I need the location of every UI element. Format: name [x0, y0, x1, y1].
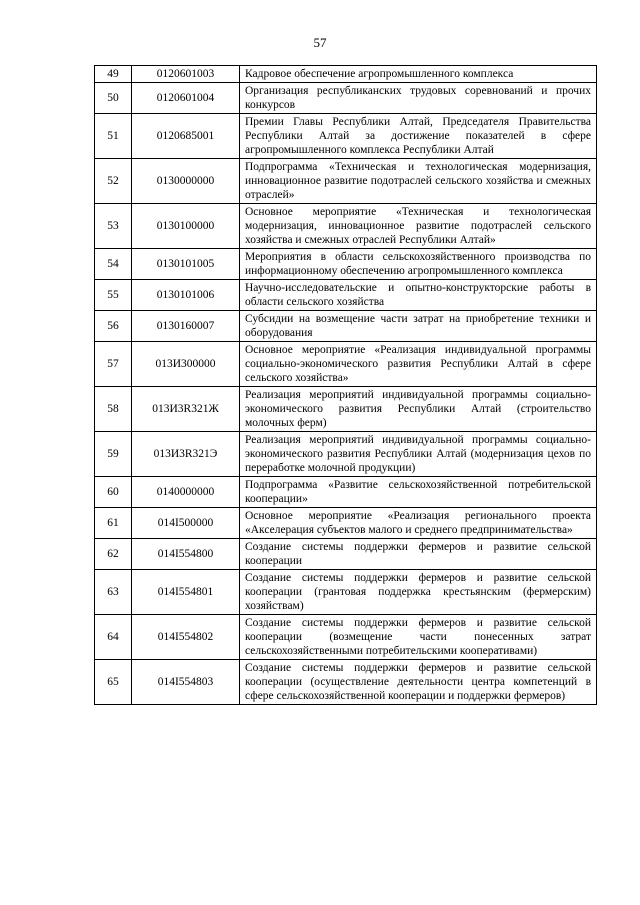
table-row [95, 159, 597, 204]
table-row [95, 387, 597, 432]
row-name-cell: Основное мероприятие «Реализация индивидуальной программы социально-экономического развития Республики Алтай в сфере сельского хозяйства» [240, 342, 597, 387]
row-code-cell: 014I554802 [132, 615, 240, 660]
row-number-cell: 59 [95, 432, 132, 477]
row-name-cell: Премии Главы Республики Алтай, Председателя Правительства Республики Алтай за достижение показателей в сфере агропромышленного комплекса Республики Алтай [240, 114, 597, 159]
table-row [95, 432, 597, 477]
page-number: 57 [313, 35, 327, 50]
row-number-cell: 49 [95, 66, 132, 83]
budget-classification-table [94, 65, 597, 705]
row-code-cell: 0120685001 [132, 114, 240, 159]
table-row [95, 204, 597, 249]
row-number-cell: 58 [95, 387, 132, 432]
row-number-cell: 60 [95, 477, 132, 508]
row-number-cell: 65 [95, 660, 132, 705]
row-code-cell: 0140000000 [132, 477, 240, 508]
row-code-cell: 0130100000 [132, 204, 240, 249]
row-code-cell: 014I554801 [132, 570, 240, 615]
table-row [95, 570, 597, 615]
row-number-cell: 63 [95, 570, 132, 615]
row-name-cell: Научно-исследовательские и опытно-конструкторские работы в области сельского хозяйства [240, 280, 597, 311]
row-name-cell: Создание системы поддержки фермеров и развитие сельской кооперации (возмещение части понесенных затрат сельскохозяйственными потребительскими кооперативами) [240, 615, 597, 660]
row-code-cell: 013И3R321Э [132, 432, 240, 477]
row-name-cell: Создание системы поддержки фермеров и развитие сельской кооперации [240, 539, 597, 570]
row-number-cell: 53 [95, 204, 132, 249]
table-row [95, 249, 597, 280]
table-row [95, 477, 597, 508]
row-number-cell: 56 [95, 311, 132, 342]
row-number-cell: 61 [95, 508, 132, 539]
row-code-cell: 0130101005 [132, 249, 240, 280]
row-number-cell: 55 [95, 280, 132, 311]
row-code-cell: 0130160007 [132, 311, 240, 342]
row-name-cell: Создание системы поддержки фермеров и развитие сельской кооперации (грантовая поддержка крестьянским (фермерским) хозяйствам) [240, 570, 597, 615]
row-code-cell: 0120601003 [132, 66, 240, 83]
row-name-cell: Реализация мероприятий индивидуальной программы социально-экономического развития Республики Алтай (модернизация цехов по переработке молочной продукции) [240, 432, 597, 477]
row-name-cell: Организация республиканских трудовых соревнований и прочих конкурсов [240, 83, 597, 114]
row-number-cell: 57 [95, 342, 132, 387]
row-code-cell: 013И3R321Ж [132, 387, 240, 432]
row-number-cell: 51 [95, 114, 132, 159]
table-row [95, 114, 597, 159]
table-row [95, 539, 597, 570]
table-row [95, 508, 597, 539]
row-code-cell: 0130101006 [132, 280, 240, 311]
row-name-cell: Подпрограмма «Развитие сельскохозяйственной потребительской кооперации» [240, 477, 597, 508]
table-body [95, 66, 597, 705]
row-code-cell: 013И300000 [132, 342, 240, 387]
row-name-cell: Основное мероприятие «Техническая и технологическая модернизация, инновационное развитие подотраслей сельского хозяйства и смежных отраслей Республики Алтай» [240, 204, 597, 249]
table-row [95, 660, 597, 705]
row-code-cell: 014I500000 [132, 508, 240, 539]
table-row [95, 280, 597, 311]
row-name-cell: Реализация мероприятий индивидуальной программы социально-экономического развития Республики Алтай (строительство молочных ферм) [240, 387, 597, 432]
table-row [95, 83, 597, 114]
row-number-cell: 52 [95, 159, 132, 204]
row-code-cell: 0120601004 [132, 83, 240, 114]
row-name-cell: Основное мероприятие «Реализация регионального проекта «Акселерация субъектов малого и среднего предпринимательства» [240, 508, 597, 539]
row-number-cell: 50 [95, 83, 132, 114]
row-name-cell: Создание системы поддержки фермеров и развитие сельской кооперации (осуществление деятельности центра компетенций в сфере сельскохозяйственной кооперации и поддержки фермеров) [240, 660, 597, 705]
row-number-cell: 64 [95, 615, 132, 660]
row-code-cell: 014I554800 [132, 539, 240, 570]
row-name-cell: Мероприятия в области сельскохозяйственного производства по информационному обеспечению агропромышленного комплекса [240, 249, 597, 280]
table-row [95, 311, 597, 342]
table-row [95, 615, 597, 660]
table-row [95, 66, 597, 83]
row-code-cell: 014I554803 [132, 660, 240, 705]
row-code-cell: 0130000000 [132, 159, 240, 204]
table-row [95, 342, 597, 387]
row-number-cell: 62 [95, 539, 132, 570]
row-name-cell: Подпрограмма «Техническая и технологическая модернизация, инновационное развитие подотраслей сельского хозяйства и смежных отраслей» [240, 159, 597, 204]
row-number-cell: 54 [95, 249, 132, 280]
row-name-cell: Кадровое обеспечение агропромышленного комплекса [240, 66, 597, 83]
row-name-cell: Субсидии на возмещение части затрат на приобретение техники и оборудования [240, 311, 597, 342]
